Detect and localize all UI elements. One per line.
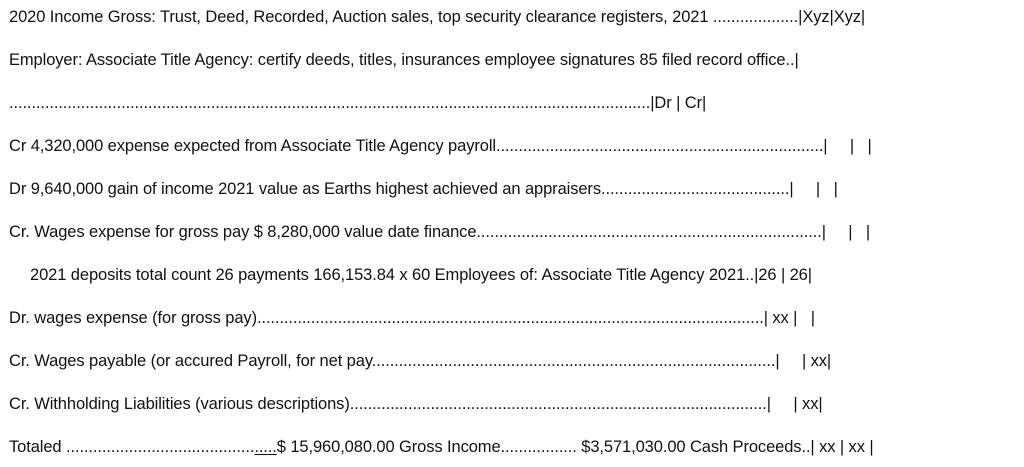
ledger-line-dr-gain: Dr 9,640,000 gain of income 2021 value as Earths highest achieved an appraisers..........................................| | | (9, 180, 838, 198)
total-cash-proceeds: $3,571,030.00 Cash Proceeds..| xx | xx | (576, 438, 874, 456)
total-gross-income: $ 15,960,080.00 Gross Income................. (276, 438, 577, 456)
ledger-line-cr-withholding: Cr. Withholding Liabilities (various descriptions).............................................................................................| | xx| (9, 395, 823, 413)
ledger-line-employer: Employer: Associate Title Agency: certify deeds, titles, insurances employee signatures 85 filed record office..| (9, 51, 799, 69)
ledger-line-cr-wages-expense: Cr. Wages expense for gross pay $ 8,280,000 value date finance.............................................................................| | | (9, 223, 871, 241)
ledger-line-cr-wages-payable: Cr. Wages payable (or accured Payroll, for net pay..........................................................................................| | xx| (9, 352, 832, 370)
ledger-line-totaled (9, 436, 874, 458)
ledger-line-dr-cr-header: ...............................................................................................................................................|Dr | Cr| (9, 94, 707, 112)
total-underlined-dots: ..... (254, 438, 277, 456)
ledger-line-income-gross: 2020 Income Gross: Trust, Deed, Recorded, Auction sales, top security clearance registers, 2021 ...................|Xyz|Xyz| (9, 8, 866, 26)
ledger-line-dr-wages-expense: Dr. wages expense (for gross pay).................................................................................................................| xx | | (9, 309, 815, 327)
ledger-line-deposits: 2021 deposits total count 26 payments 166,153.84 x 60 Employees of: Associate Title Agency 2021..|26 | 26| (30, 266, 812, 284)
total-label: Totaled .......................................... (9, 438, 255, 456)
ledger-line-cr-expense: Cr 4,320,000 expense expected from Associate Title Agency payroll.........................................................................| | | (9, 137, 872, 155)
